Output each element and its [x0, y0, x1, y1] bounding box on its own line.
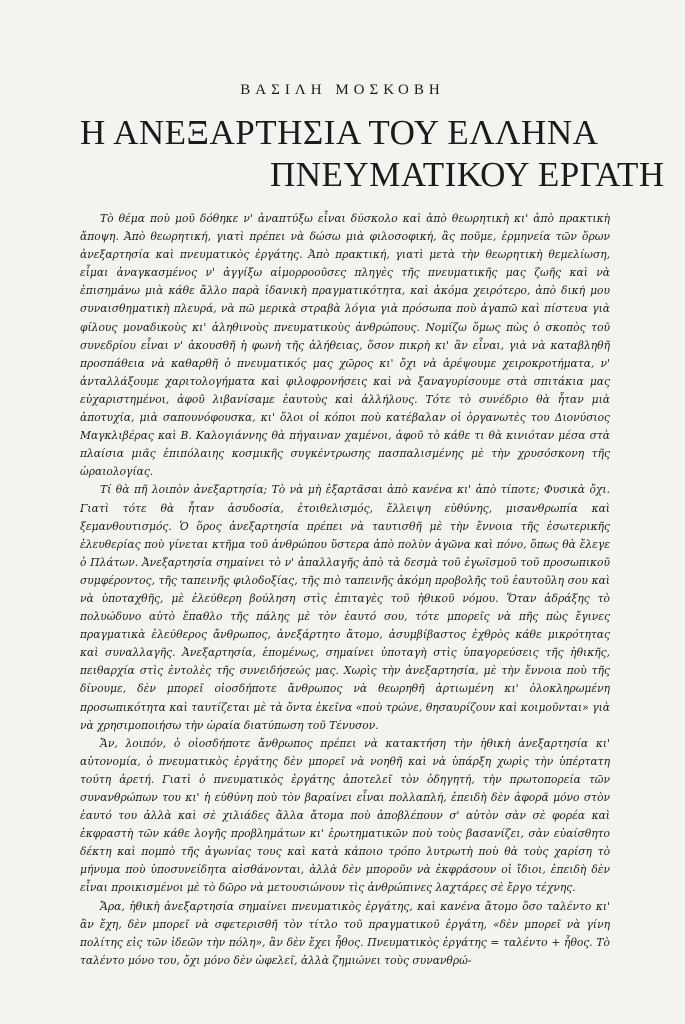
- article-body: [80, 210, 610, 970]
- article-title-line-1: Η ΑΝΕΞΑΡΤΗΣΙΑ ΤΟΥ ΕΛΛΗΝΑ: [80, 113, 599, 152]
- paragraph-4: Ἄρα, ἠθικὴ ἀνεξαρτησία σημαίνει πνευματικὸς ἐργάτης, καὶ κανένα ἄτομο ὅσο ταλέντο κι' ἂν ἔχη, δὲν μπορεῖ νὰ σφετερισθῆ τὸν τίτλο τοῦ πραγματικοῦ ἐργάτη, «δὲν μπορεῖ νὰ γίνη πολίτης εἰς τῶν ἰδεῶν τὴν πόλη», ἂν δὲν ἔχει ἦθος. Πνευματικὸς ἐργάτης = ταλέντο + ἦθος. Τὸ ταλέντο μόνο του, ὄχι μόνο δὲν ὠφελεῖ, ἀλλὰ ζημιώνει τοὺς συνανθρώ-: [80, 899, 610, 967]
- paragraph-3: Ἄν, λοιπόν, ὁ οἱοσδήποτε ἄνθρωπος πρέπει νὰ κατακτήση τὴν ἠθικὴ ἀνεξαρτησία κι' αὐτονομία, ὁ πνευματικὸς ἐργάτης δὲν μπορεῖ νὰ νοηθῆ καὶ νὰ ὑπάρξη χωρὶς τὴν ὑπέρτατη τούτη ἀρετή. Γιατὶ ὁ πνευματικὸς ἐργάτης ἀποτελεῖ τὸν ὁδηγητή, τὴν πρωτοπορεία τῶν συνανθρώπων του κι' ἡ εὐθύνη ποὺ τὸν βαραίνει εἶναι πολλαπλή, ἐπειδὴ δὲν ἀφορᾶ μόνο στὸν ἑαυτό του ἀλλὰ καὶ σὲ χιλιάδες ἄλλα ἄτομα ποὺ ἀποβλέπουν σ' αὐτὸν σὰν σὲ φορέα καὶ ἐκφραστὴ τῶν κάθε λογῆς προβλημάτων κι' ἐρωτηματικῶν ποὺ τοὺς βασανίζει, σὰν εὐαίσθητο δέκτη καὶ πομπὸ τῆς ἀγωνίας τους καὶ κατὰ κάποιο τρόπο λυτρωτὴ ποὺ θὰ τοὺς χαρίση τὸ μήνυμα ποὺ ὑποσυνείδητα αἰσθάνονται, ἀλλὰ δὲν μποροῦν νὰ ἐκφράσουν οἱ ἴδιοι, ἐπειδὴ δὲν εἶναι προικισμένοι μὲ τὸ δῶρο νὰ μετουσιώνουν τὶς ἀνθρώπινες λαχτάρες σὲ ἔργο τέχνης.: [80, 736, 610, 895]
- author-name: ΒΑΣΙΛΗ ΜΟΣΚΟΒΗ: [240, 82, 445, 98]
- paragraph-2: Τί θὰ πῆ λοιπὸν ἀνεξαρτησία; Τὸ νὰ μὴ ἐξαρτᾶσαι ἀπὸ κανένα κι' ἀπὸ τίποτε; Φυσικὰ ὄχι. Γιατὶ τότε θὰ ἦταν ἀσυδοσία, ἐτοιθελισμός, ἔλλειψη εὐθύνης, μισανθρωπία καὶ ξεμανθουτισμός. Ὁ ὅρος ἀνεξαρτησία πρέπει νὰ ταυτισθῆ μὲ τὴν ἔννοια τῆς ἐσωτερικῆς ἐλευθερίας ποὺ γίνεται κτῆμα τοῦ ἀνθρώπου ὕστερα ἀπὸ πολὺν ἀγῶνα καὶ πόνο, ὅπως θὰ ἔλεγε ὁ Πλάτων. Ἀνεξαρτησία σημαίνει τὸ ν' ἀπαλλαγῆς ἀπὸ τὰ δεσμὰ τοῦ ἐγωϊσμοῦ τοῦ προσωπικοῦ συμφέροντος, τῆς ταπεινῆς φιλοδοξίας, τῆς πιὸ ταπεινῆς ἀκόμη προβολῆς τοῦ ἑαυτοῦλη σου καὶ νὰ ὑποταχθῆς, μὲ ἐλεύθερη βούληση στὶς ἐπιταγὲς τοῦ ἠθικοῦ νόμου. Ὅταν ἀδράξης τὸ πολυώδυνο αὐτὸ ἔπαθλο τῆς πάλης μὲ τὸν ἑαυτό σου, τότε μπορεῖς νὰ πῆς πὼς ἔγινες πραγματικὰ ἐλεύθερος ἄνθρωπος, ἀνεξάρτητο ἄτομο, ἀσυμβίβαστος ἐχθρὸς κάθε μικρότητας καὶ συναλλαγῆς. Ἀνεξαρτησία, ἑπομένως, σημαίνει ὑποταγὴ στὶς ὑπαγορεύσεις τῆς ἠθικῆς, πειθαρχία στὶς ἐντολὲς τῆς συνειδήσεώς μας. Χωρὶς τὴν ἀνεξαρτησία, μὲ τὴν ἔννοια ποὺ τῆς δίνουμε, δὲν μπορεῖ οἱοσδήποτε ἄνθρωπος νὰ θεωρηθῆ ἀρτιωμένη κι' ὁλοκληρωμένη προσωπικότητα καὶ ταυτίζεται μὲ τὰ ὄντα ἐκεῖνα «ποὺ τρώνε, θησαυρίζουν καὶ κοιμοῦνται» γιὰ νὰ χρησιμοποιήσω τὴν ὡραία διατύπωση τοῦ Τένυσον.: [80, 483, 610, 732]
- article-title-line-2: ΠΝΕΥΜΑΤΙΚΟΥ ΕΡΓΑΤΗ: [270, 155, 665, 194]
- paragraph-1: Τὸ θέμα ποὺ μοῦ δόθηκε ν' ἀναπτύξω εἶναι δύσκολο καὶ ἀπὸ θεωρητικὴ κι' ἀπὸ πρακτικὴ ἄποψη. Ἀπὸ θεωρητική, γιατὶ πρέπει νὰ δώσω μιὰ φιλοσοφική, ἂς ποῦμε, ἑρμηνεία τῶν ὅρων ἀνεξαρτησία καὶ πνευματικὸς ἐργάτης. Ἀπὸ πρακτική, γιατὶ μετὰ τὴν θεωρητικὴ θεμελίωση, εἶμαι ἀναγκασμένος ν' ἀγγίξω αἱμορροοῦσες πληγὲς τῆς πνευματικῆς μας ζωῆς καὶ νὰ ἐπισημάνω μιὰ κάθε ἄλλο παρὰ ἰδανικὴ πραγματικότητα, καὶ ἀκόμα χειρότερο, ἀπὸ δική μου συναισθηματικὴ πλευρά, νὰ πῶ μερικὰ στραβὰ λόγια γιὰ πρόσωπα ποὺ ἀγαπῶ καὶ πίστευα γιὰ φίλους μοναδικοὺς κι' ἀληθινοὺς πνευματικοὺς ἀνθρώπους. Νομίζω ὅμως πὼς ὁ σκοπὸς τοῦ συνεδρίου εἶναι ν' ἀκουσθῆ ἡ φωνὴ τῆς ἀλήθειας, ὅσον πικρὴ κι' ἂν εἶναι, γιὰ νὰ καταβληθῆ προσπάθεια νὰ καθαρθῆ ὁ πνευματικός μας χῶρος κι' ὄχι νὰ ἀρέψουμε χειροκροτήματα, ν' ἀνταλλάξουμε χαριτολογήματα καὶ φιλοφρονήσεις καὶ νὰ ξαναγυρίσουμε στὰ σπιτάκια μας εὐχαριστημένοι, ἀφοῦ λιβανίσαμε ἑαυτοὺς καὶ ἀλλήλους. Τότε τὸ συνέδριο θὰ ἦταν μιὰ ἀποτυχία, μιὰ σαπουνόφουσκα, κι' ὅλοι οἱ κόποι ποὺ κατέβαλαν οἱ ὀργανωτὲς του Διονύσιος Μαγκλιβέρας καὶ Β. Καλογιάννης θὰ πήγαιναν χαμένοι, ἀφοῦ τὸ κάθε τι θὰ κινιόταν μέσα στὰ πλαίσια μιᾶς ἐπιπόλαιης κοσμικῆς συγκέντρωσης πασπαλισμένης μὲ τὴν χρυσόσκονη τῆς ὡραιολογίας.: [80, 212, 610, 479]
